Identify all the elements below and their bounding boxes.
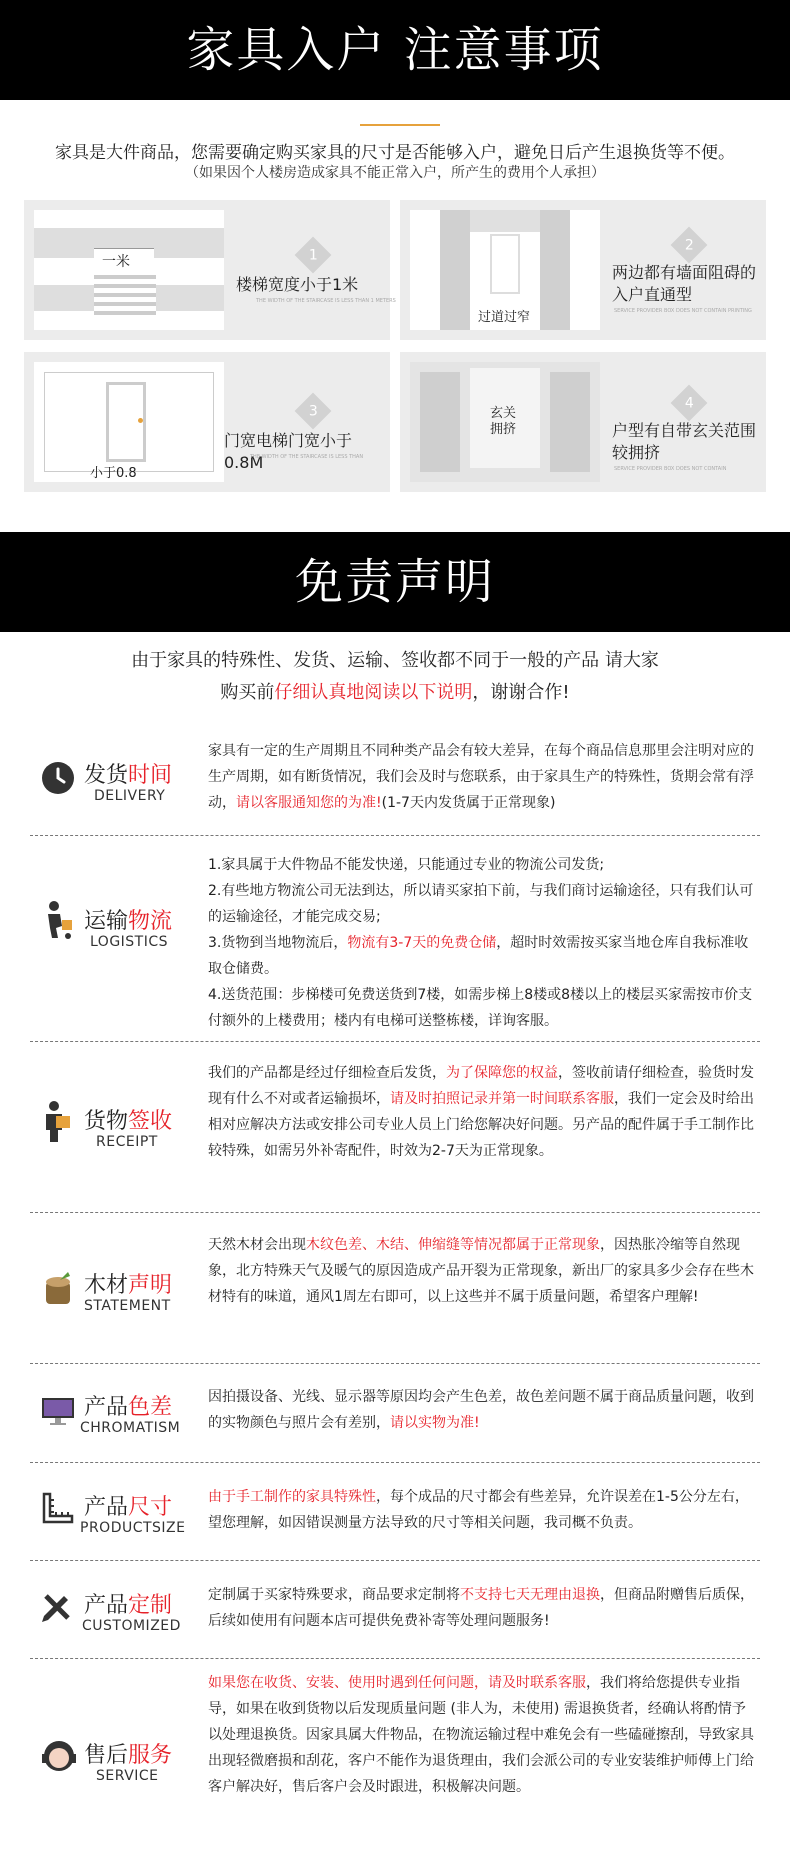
highlight-text: 如果您在收货、安装、使用时遇到任何问题，请及时联系客服	[208, 1675, 586, 1691]
stair-width-image	[34, 210, 224, 330]
highlight-text: 为了保障您的权益	[446, 1065, 558, 1081]
body-text: 我们的产品都是经过仔细检查后发货，	[208, 1065, 446, 1081]
section-subtitle: STATEMENT	[84, 1298, 171, 1314]
section-subtitle: SERVICE	[96, 1768, 159, 1784]
image-label-4: 玄关拥挤	[490, 406, 517, 437]
section-body	[208, 1384, 756, 1436]
card-caption-1: 楼梯宽度小于1米	[236, 275, 359, 294]
section-logistics	[40, 852, 756, 1029]
body-text: 家具有一定的生产周期且不同种类产品会有较大差异，在每个商品信息那里会注明对应的生产周期，如有断货情况，我们会及时与您联系，由于家具生产的特殊性，货期会常有浮动，	[208, 743, 754, 811]
worker-cart-icon	[40, 900, 80, 940]
card-tiny-text-2: SERVICE PROVIDER BOX DOES NOT CONTAIN PRINTING	[614, 308, 752, 314]
disclaimer-banner	[0, 532, 790, 632]
entry-card-3	[24, 352, 390, 492]
section-subtitle: RECEIPT	[96, 1134, 158, 1150]
card-tiny-text-1: THE WIDTH OF THE STAIRCASE IS LESS THAN 1 METERS	[256, 298, 396, 304]
body-text: 2.有些地方物流公司无法到达，所以请买家拍下前，与我们商讨运输途径，只有我们认可的运输途径，才能完成交易;	[208, 883, 754, 925]
section-subtitle: LOGISTICS	[90, 934, 169, 950]
highlight-text: 请以实物为准!	[390, 1415, 480, 1431]
body-text: ，我们将给您提供专业指导，如果在收到货物以后发现质量问题 (非人为，未使用) 需退换货者，经确认将酌情予以处理退换货。因家具属大件物品，在物流运输过程中难免会有一些磕碰擦刮，导致家具出现轻微磨损和刮花，客户不能作为退货理由，我们会派公司的专业安装维护师傅上门给客户解决好，售后客户会及时跟进，积极解决问题。	[208, 1675, 754, 1795]
pencil-ruler-icon	[40, 1590, 80, 1630]
section-title: 木材声明	[84, 1273, 173, 1298]
body-text: 定制属于买家特殊要求，商品要求定制将	[208, 1587, 460, 1603]
clock-icon	[40, 760, 80, 800]
section-divider	[30, 835, 760, 836]
body-text: 4.送货范围：步梯楼可免费送货到7楼，如需步梯上8楼或8楼以上的楼层买家需按市价支付额外的上楼费用；楼内有电梯可送整栋楼，详询客服。	[208, 987, 753, 1029]
section-title: 售后服务	[84, 1743, 173, 1768]
section-subtitle: PRODUCTSIZE	[80, 1520, 186, 1536]
section-subtitle: DELIVERY	[94, 788, 166, 804]
section-title: 运输物流	[84, 909, 173, 934]
card-caption-2: 两边都有墙面阻碍的入户直通型	[612, 263, 757, 304]
disclaimer-banner-title: 免责声明	[294, 554, 495, 610]
section-title: 发货时间	[84, 763, 173, 788]
ruler-icon	[40, 1492, 80, 1532]
body-text: 1.家具属于大件物品不能发快递，只能通过专业的物流公司发货;	[208, 857, 605, 873]
narrow-corridor-image	[410, 210, 600, 330]
section-statement	[40, 1232, 756, 1346]
entry-card-1	[24, 200, 396, 340]
section-body	[208, 1060, 756, 1164]
body-text: (1-7天内发货属于正常现象)	[381, 795, 556, 811]
body-text: ，但商品附赠售后质保，后续如使用有问题本店可提供免费补寄等处理问题服务!	[208, 1587, 754, 1629]
disclaimer-intro-2: 购买前仔细认真地阅读以下说明，谢谢合作!	[220, 682, 570, 703]
section-divider	[30, 1363, 760, 1364]
body-text: 3.货物到当地物流后，	[208, 935, 348, 951]
section-body	[208, 1670, 756, 1800]
entry-card-4	[400, 352, 766, 492]
highlight-text: 物流有3-7天的免费仓储	[347, 935, 497, 951]
log-wood-icon	[40, 1270, 80, 1310]
entry-card-2	[400, 200, 766, 340]
section-divider	[30, 1041, 760, 1042]
highlight-text: 请以客服通知您的为准!	[236, 795, 382, 811]
section-customized	[40, 1582, 756, 1646]
image-label-3: 小于0.8	[90, 466, 137, 481]
body-text: ，签收前请仔细检查，验货时发现有什么不对或者运输损坏，	[208, 1065, 754, 1107]
number-badge-1: 1	[295, 237, 332, 274]
disclaimer-intro-1: 由于家具的特殊性、发货、运输、签收都不同于一般的产品 请大家	[131, 650, 659, 671]
section-chromatism	[40, 1384, 756, 1448]
section-body	[208, 1232, 756, 1310]
section-receipt	[40, 1060, 756, 1194]
section-divider	[30, 1462, 760, 1463]
highlight-text: 由于手工制作的家具特殊性	[208, 1489, 376, 1505]
body-text: ，每个成品的尺寸都会有些差异，允许误差在1-5公分左右，望您理解，如因错误测量方法导致的尺寸等相关问题，我司概不负责。	[208, 1489, 749, 1531]
highlight-text: 请及时拍照记录并第一时间联系客服	[390, 1091, 614, 1107]
gold-divider	[360, 124, 440, 126]
number-badge-3: 3	[295, 393, 332, 430]
crowded-entrance-image	[410, 362, 600, 482]
card-caption-3: 门宽电梯门宽小于0.8M	[224, 431, 353, 472]
number-badge-2: 2	[671, 227, 708, 264]
body-text: ，因热胀冷缩等自然现象，北方特殊天气及暖气的原因造成产品开裂为正常现象，新出厂的家具多少会存在些木材特有的味道，通风1周左右即可，以上这些并不属于质量问题，希望客户理解!	[208, 1237, 754, 1305]
section-divider	[30, 1560, 760, 1561]
intro-note: （如果因个人楼房造成家具不能正常入户，所产生的费用个人承担）	[185, 165, 605, 181]
delivery-person-icon	[40, 1100, 80, 1140]
door-width-image	[34, 362, 224, 482]
section-title: 产品色差	[84, 1395, 173, 1420]
intro-text: 家具是大件商品，您需要确定购买家具的尺寸是否能够入户，避免日后产生退换货等不便。	[55, 143, 735, 163]
highlight-text: 不支持七天无理由退换	[460, 1587, 600, 1603]
monitor-icon	[40, 1396, 80, 1436]
section-delivery	[40, 738, 756, 828]
top-banner-title: 家具入户 注意事项	[186, 22, 604, 78]
section-title: 产品定制	[84, 1593, 173, 1618]
card-tiny-text-3: THE WIDTH OF THE STAIRCASE IS LESS THAN	[250, 454, 364, 460]
highlight-text: 木纹色差、木结、伸缩缝等情况都属于正常现象	[306, 1237, 600, 1253]
section-subtitle: CHROMATISM	[80, 1420, 181, 1436]
section-body	[208, 852, 756, 1034]
section-body	[208, 1582, 756, 1634]
customer-service-icon	[40, 1738, 80, 1778]
section-title: 产品尺寸	[84, 1495, 173, 1520]
section-service	[40, 1670, 756, 1846]
top-banner	[0, 0, 790, 100]
section-divider	[30, 1658, 760, 1659]
body-text: 天然木材会出现	[208, 1237, 306, 1253]
section-body	[208, 738, 756, 816]
section-productsize	[40, 1484, 756, 1548]
section-title: 货物签收	[84, 1109, 173, 1134]
body-text: 因拍摄设备、光线、显示器等原因均会产生色差，故色差问题不属于商品质量问题，收到的实物颜色与照片会有差别，	[208, 1389, 754, 1431]
image-label-2: 过道过窄	[478, 310, 531, 325]
section-subtitle: CUSTOMIZED	[82, 1618, 181, 1634]
body-text: ，超时时效需按买家当地仓库自我标准收取仓储费。	[208, 935, 749, 977]
card-caption-4: 户型有自带玄关范围较拥挤	[612, 421, 757, 462]
card-tiny-text-4: SERVICE PROVIDER BOX DOES NOT CONTAIN	[614, 466, 727, 472]
image-label-1: 一米	[102, 254, 130, 270]
number-badge-4: 4	[671, 385, 708, 422]
section-body	[208, 1484, 756, 1536]
body-text: ，我们一定会及时给出相对应解决方法或安排公司专业人员上门给您解决好问题。另产品的配件属于手工制作比较特殊，如需另外补寄配件，时效为2-7天为正常现象。	[208, 1091, 754, 1159]
section-divider	[30, 1212, 760, 1213]
